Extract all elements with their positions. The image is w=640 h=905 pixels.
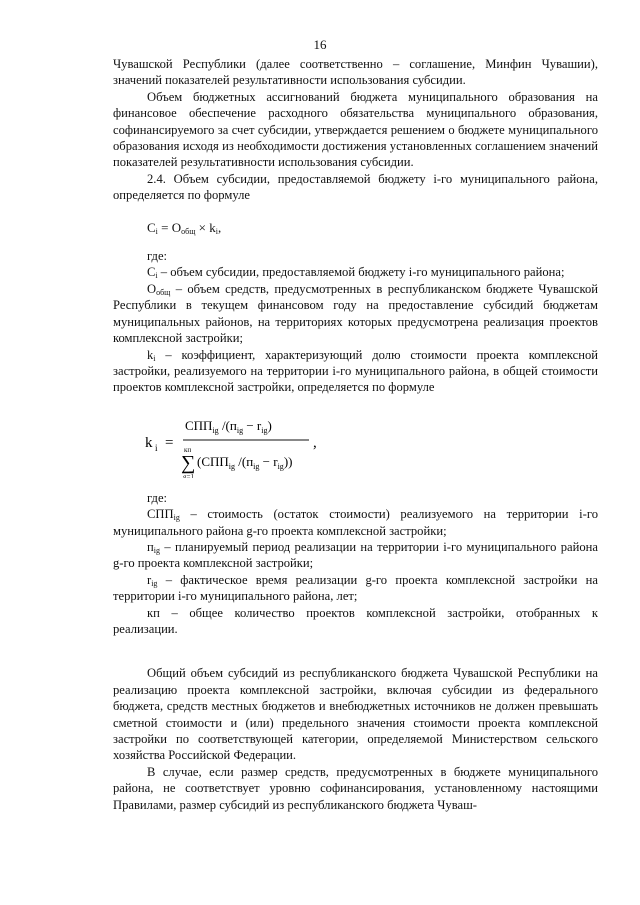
svg-text:i: i <box>155 442 158 453</box>
where-label-2: где: <box>147 490 168 505</box>
svg-text:=: = <box>165 434 174 451</box>
paragraph-intro-continuation: Чувашской Республики (далее соответственно – соглашение, Минфин Чувашии), значений показателей результативности использования субсидии. <box>113 57 598 88</box>
svg-text:СППig /(пig − rig): $СПП_{ig}$ $/(п_{ig} - r_{ig})$ <box>185 417 272 435</box>
paragraph-2-4: 2.4. Объем субсидии, предоставляемой бюджету i-го муниципального района, определяется по формуле <box>113 171 598 203</box>
svg-text:∑: ∑ <box>181 451 196 474</box>
formula-coefficient-svg <box>113 408 413 478</box>
definition-oobsh: $O_{общ}$ – объем средств, предусмотренных в республиканском бюджете Чувашской Республики в текущем финансовом году на предоставление субсидий бюджетам муниципальных районов, на территориях которых предусмотрена реализация проектов комплексной застройки; <box>113 281 598 346</box>
definition-spp: $СПП_{ig}$ – стоимость (остаток стоимости) реализуемого на территории i-го муниципального района g-го проекта комплексной застройки; <box>113 507 598 538</box>
page-number: 16 <box>313 37 327 52</box>
formula-subsidy: $C_i = O_{общ} \times k_i$, <box>147 219 222 236</box>
paragraph-total-subsidy: Общий объем субсидий из республиканского бюджета Чувашской Республики на реализацию проекта комплексной застройки, включая субсидии из федерального бюджета, средств местных бюджетов и внебюджетных источников не должен превышать сметной стоимости и (или) предельного значения стоимости проекта комплексной застройки по соответствующей категории, определяемой Министерством сельского хозяйства Российской Федерации. <box>113 666 598 763</box>
definition-r: $r_{ig}$ – фактическое время реализации g-го проекта комплексной застройки на территории i-го муниципального района, лет; <box>113 572 598 604</box>
document-body <box>113 56 598 813</box>
paragraph-budget-allocation: Объем бюджетных ассигнований бюджета муниципального образования на финансовое обеспечение расходного обязательства муниципального образования, софинансируемого за счет субсидии, утверждается решением о бюджете муниципального образования исходя из необходимости достижения установленных соглашением значений показателей результативности использования субсидии. <box>113 89 598 170</box>
where-label-1: где: <box>147 249 168 264</box>
definition-ci: $C_i$ – объем субсидии, предоставляемой бюджету i-го муниципального района; <box>147 265 565 281</box>
definition-kp: кп – общее количество проектов комплексной застройки, отобранных к реализации. <box>113 605 598 636</box>
definition-ki: $k_i$ – коэффициент, характеризующий долю стоимости проекта комплексной застройки, реализуемого на территории i-го муниципального района, в общей стоимости проектов комплексной застройки, определяется по формуле <box>113 347 598 395</box>
svg-text:(СППig /(пig − rig)): ($СПП_{ig}$ $/(п_{ig} - r_{ig})$) <box>197 453 293 471</box>
svg-text:,: , <box>313 434 317 451</box>
svg-text:кп: кп <box>184 445 192 454</box>
definition-p: $п_{ig}$ – планируемый период реализации на территории i-го муниципального района g-го проекта комплексной застройки; <box>113 539 598 571</box>
paragraph-cofinancing: В случае, если размер средств, предусмотренных в бюджете муниципального района, не соответствует уровню софинансирования, установленному настоящими Правилами, размер субсидий из республиканского бюджета Чуваш- <box>113 764 598 812</box>
svg-text:g=1: g=1 <box>183 472 194 478</box>
svg-text:k: k <box>145 434 153 451</box>
formula-coefficient <box>113 408 598 478</box>
